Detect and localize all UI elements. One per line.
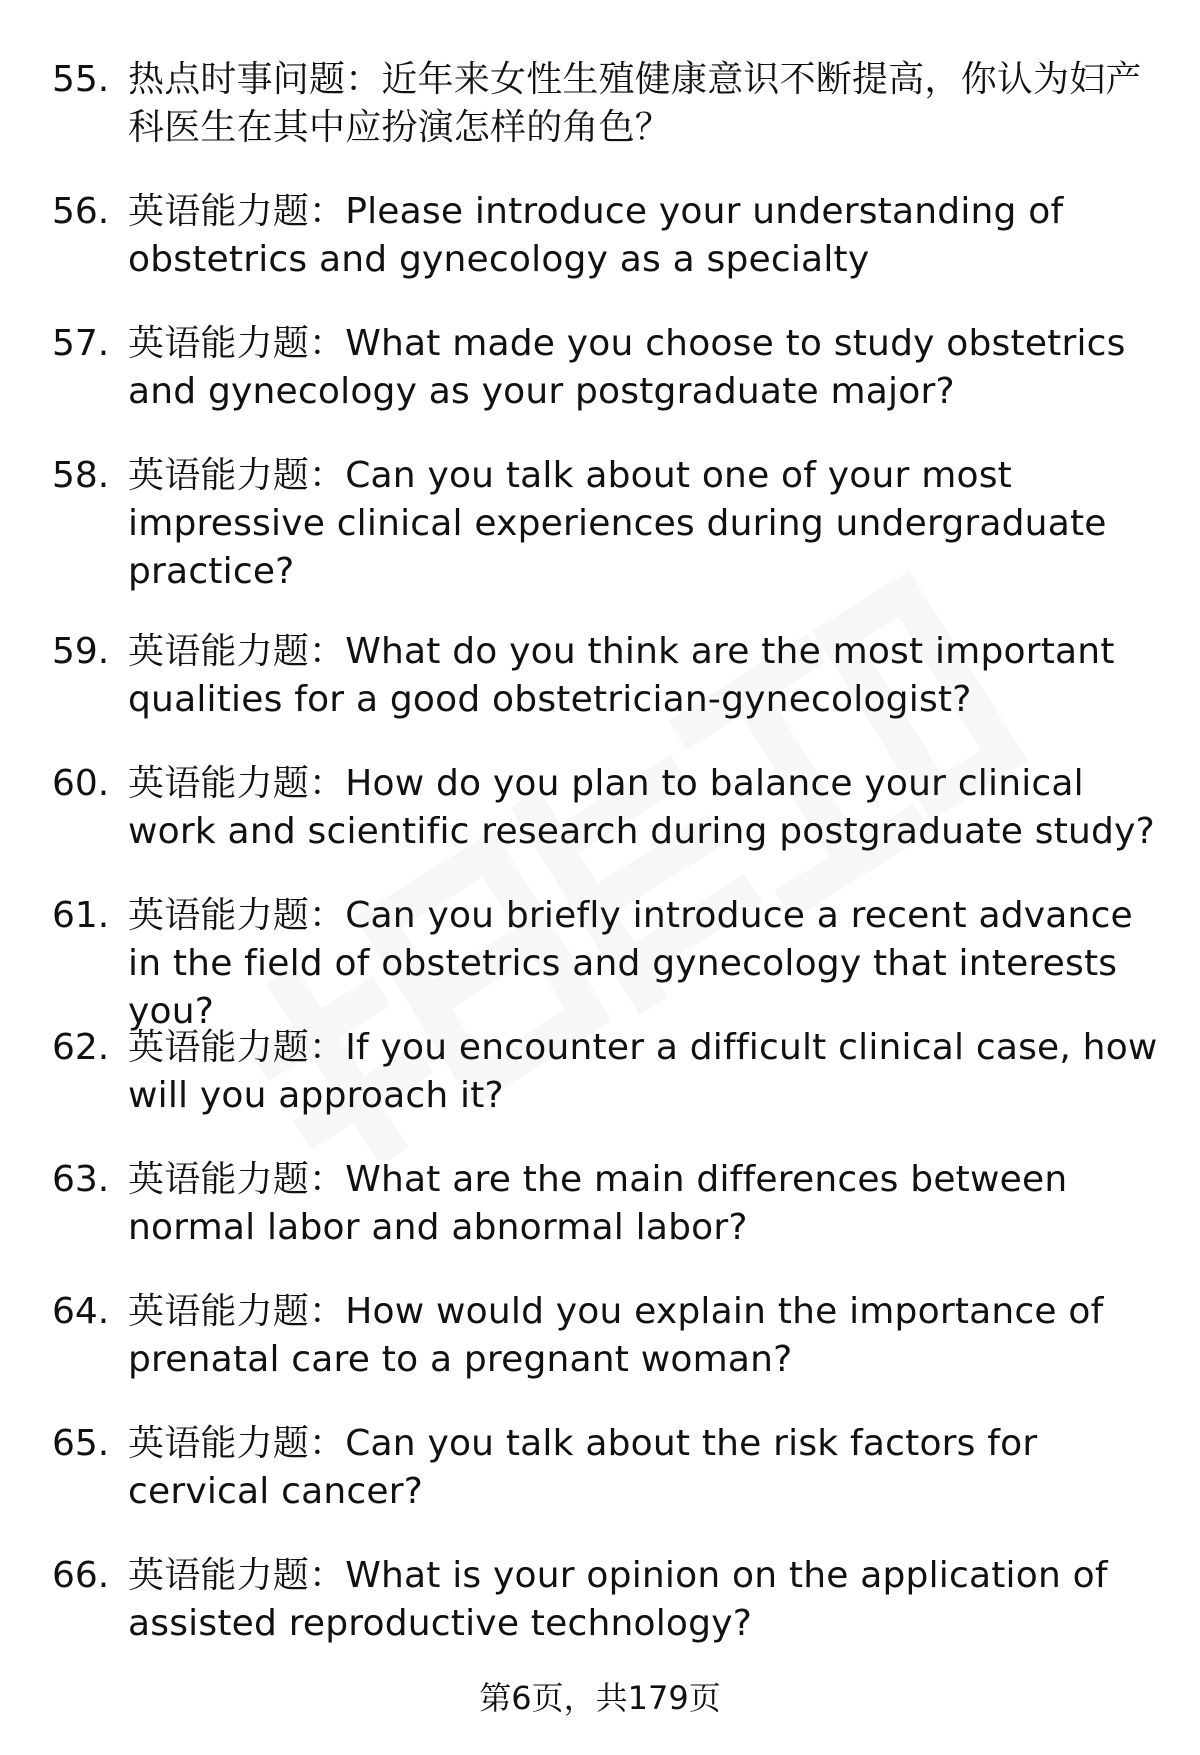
question-item-59 [0, 628, 1200, 760]
question-text: 英语能力题：Can you talk about one of your most impressive clinical experiences during undergraduate practice? [128, 455, 1107, 592]
question-text: 英语能力题：How do you plan to balance your clinical work and scientific research during postgraduate study? [128, 763, 1155, 852]
question-text: 英语能力题：Can you briefly introduce a recent advance in the field of obstetrics and gynecology that interests you? [128, 895, 1133, 1032]
question-text: 英语能力题：What is your opinion on the application of assisted reproductive technology? [128, 1555, 1108, 1644]
question-number: 57. [52, 323, 110, 364]
question-text: 英语能力题：What are the main differences between normal labor and abnormal labor? [128, 1159, 1068, 1248]
question-number: 58. [52, 455, 110, 496]
question-text: 英语能力题：Can you talk about the risk factors for cervical cancer? [128, 1423, 1038, 1512]
question-item-64 [0, 1288, 1200, 1420]
question-item-63 [0, 1156, 1200, 1288]
question-number: 59. [52, 631, 110, 672]
question-item-62 [0, 1024, 1200, 1156]
question-number: 56. [52, 191, 110, 232]
question-number: 62. [52, 1027, 110, 1068]
question-text: 英语能力题：What made you choose to study obstetrics and gynecology as your postgraduate major? [128, 323, 1126, 412]
question-number: 63. [52, 1159, 110, 1200]
question-item-55 [0, 56, 1200, 188]
question-number: 55. [52, 59, 110, 100]
question-number: 60. [52, 763, 110, 804]
question-text: 英语能力题：How would you explain the importance of prenatal care to a pregnant woman? [128, 1291, 1104, 1380]
question-item-56 [0, 188, 1200, 320]
question-number: 66. [52, 1555, 110, 1596]
question-text: 英语能力题：Please introduce your understanding of obstetrics and gynecology as a specialty [128, 191, 1064, 280]
question-number: 61. [52, 895, 110, 936]
question-item-57 [0, 320, 1200, 452]
question-item-58 [0, 452, 1200, 628]
question-list [0, 56, 1200, 1684]
question-item-60 [0, 760, 1200, 892]
question-text: 热点时事问题：近年来女性生殖健康意识不断提高，你认为妇产科医生在其中应扮演怎样的角色？ [128, 59, 1142, 148]
question-item-65 [0, 1420, 1200, 1552]
question-number: 65. [52, 1423, 110, 1464]
question-number: 64. [52, 1291, 110, 1332]
question-text: 英语能力题：What do you think are the most important qualities for a good obstetrician-gynecologist? [128, 631, 1115, 720]
question-text: 英语能力题：If you encounter a difficult clinical case, how will you approach it? [128, 1027, 1158, 1116]
page-footer: 第6页，共179页 [479, 1679, 721, 1717]
question-item-66 [0, 1552, 1200, 1684]
question-item-61 [0, 892, 1200, 1032]
